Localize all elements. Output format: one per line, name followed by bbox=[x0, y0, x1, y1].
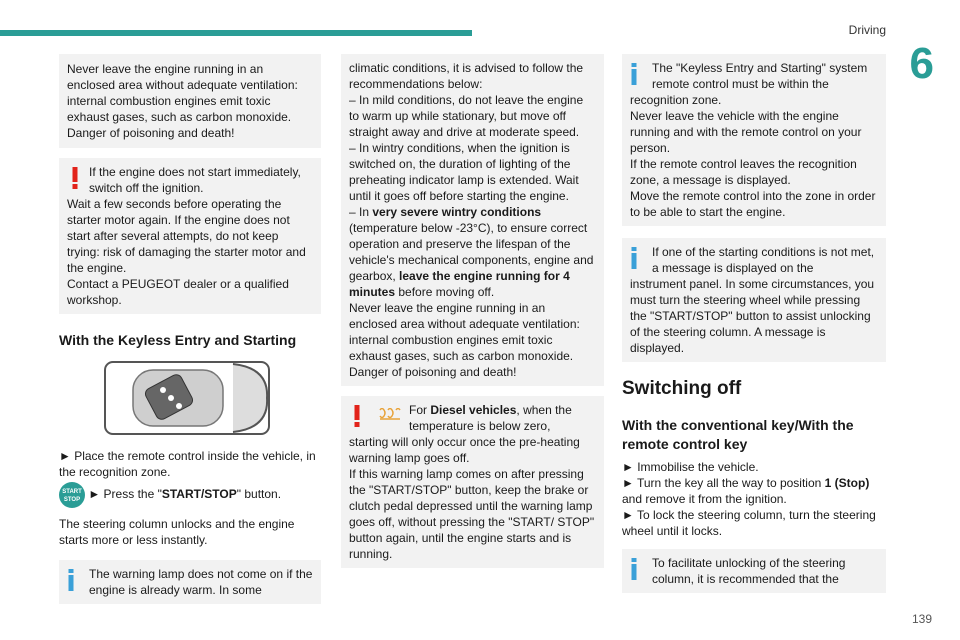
info-warm-engine: The warning lamp does not come on if the engine is already warm. In some bbox=[59, 560, 321, 604]
info-icon bbox=[631, 63, 637, 85]
info-keyless-system: The "Keyless Entry and Starting" system remote control must be within the recognition zone. Never leave the vehicle with the engine running and with the remote control on your person. If the remote control leaves the recognition zone, a message is displayed. Move the remote control into the zone in order to be able to start the engine. bbox=[622, 54, 886, 226]
info-icon bbox=[631, 558, 637, 580]
column-3 bbox=[622, 54, 886, 603]
chapter-number: 6 bbox=[909, 39, 934, 88]
keyless-heading: With the Keyless Entry and Starting bbox=[59, 332, 297, 348]
info-unlock-steering: To facilitate unlocking of the steering column, it is recommended that the bbox=[622, 549, 886, 593]
warning-diesel-vehicles: For Diesel vehicles, when the temperature is below zero, starting will only occur once the pre-heating warning lamp goes off. If this warning lamp comes on after pressing the "START/STOP" button, keep the brake or clutch pedal depressed until the warning lamp goes off, without pressing the "START/ STOP" button again, until the engine starts and is running. bbox=[341, 396, 604, 568]
column-2 bbox=[341, 54, 604, 578]
step-lock-steering: ► To lock the steering column, turn the steering wheel until it locks. bbox=[622, 508, 876, 538]
step-turn-key: ► Turn the key all the way to position 1 (Stop) and remove it from the ignition. bbox=[622, 476, 870, 506]
info-starting-conditions: If one of the starting conditions is not met, a message is displayed on the instrument panel. In some circumstances, you must turn the steering wheel while pressing the "START/STOP" button to assist unlocking of the steering column. A message is displayed. bbox=[622, 238, 886, 362]
warning-engine-not-start: If the engine does not start immediately, switch off the ignition. Wait a few seconds before operating the starter motor again. If the engine does not start after several attempts, do not keep trying: risk of damaging the starter motor and the engine. Contact a PEUGEOT dealer or a qualified workshop. bbox=[59, 158, 321, 314]
step-press-start: START STOP ► Press the "START/STOP" button. bbox=[59, 482, 321, 508]
step-place-remote: ► Place the remote control inside the vehicle, in the recognition zone. bbox=[59, 449, 316, 479]
column-1 bbox=[59, 54, 321, 614]
preheating-glow-icon bbox=[379, 408, 401, 420]
start-stop-button-icon: START STOP bbox=[59, 482, 85, 508]
section-title: Driving bbox=[848, 23, 886, 37]
note-climatic-conditions: climatic conditions, it is advised to follow the recommendations below: – In mild conditions, do not leave the engine to warm up while stationary, but move off straight away and drive at moderate speed. – In wintry conditions, when the ignition is switched on, the duration of lighting of the preheating indicator lamp is extended. Wait until it goes off before starting the engine. – In very severe wintry conditions (temperature below -23°C), to ensure correct operation and preserve the lifespan of the vehicle's mechanical components, engine and gearbox, leave the engine running for 4 minutes before moving off. Never leave the engine running in an enclosed area without adequate ventilation: internal combustion engines emit toxic exhaust gases, such as carbon monoxide. Danger of poisoning and death! bbox=[341, 54, 604, 386]
info-icon bbox=[631, 247, 637, 269]
conventional-key-heading: With the conventional key/With the remote control key bbox=[622, 417, 854, 452]
note-ventilation: Never leave the engine running in an enclosed area without adequate ventilation: internal combustion engines emit toxic exhaust gases, such as carbon monoxide. Danger of poisoning and death! bbox=[59, 54, 321, 148]
warning-icon bbox=[72, 167, 78, 189]
warning-icon bbox=[354, 405, 360, 427]
switching-off-heading: Switching off bbox=[622, 378, 742, 399]
info-icon bbox=[68, 569, 74, 591]
steering-unlock-text: The steering column unlocks and the engine starts more or less instantly. bbox=[59, 517, 295, 547]
step-immobilise: ► Immobilise the vehicle. bbox=[622, 460, 759, 474]
page-number: 139 bbox=[911, 612, 932, 626]
car-keyless-illustration bbox=[103, 360, 271, 436]
header-accent-bar bbox=[0, 30, 472, 36]
